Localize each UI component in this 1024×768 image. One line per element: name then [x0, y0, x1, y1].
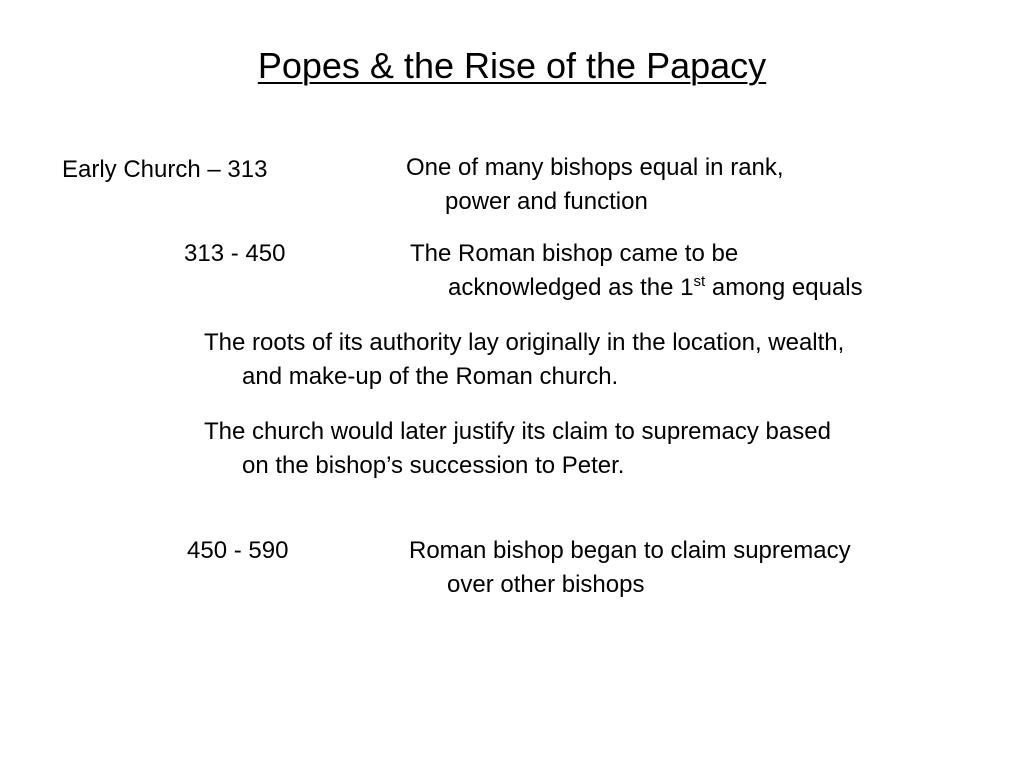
period-2-description-line-2 [448, 271, 863, 305]
period-2-line-2-suffix: among equals [705, 274, 863, 301]
supremacy-note-line-2: on the bishop’s succession to Peter. [242, 452, 625, 479]
period-label-early-church: Early Church – 313 [62, 156, 268, 183]
period-label-313-450: 313 - 450 [184, 240, 286, 267]
authority-note-line-1: The roots of its authority lay originally in the location, wealth, [204, 329, 845, 356]
period-3-description-line-1: Roman bishop began to claim supremacy [409, 537, 851, 564]
slide-title: Popes & the Rise of the Papacy [257, 45, 767, 86]
period-1-description-line-1: One of many bishops equal in rank, [406, 154, 784, 181]
authority-note-line-2: and make-up of the Roman church. [242, 363, 619, 390]
supremacy-note-line-1: The church would later justify its claim to supremacy based [204, 418, 831, 445]
ordinal-superscript: st [693, 273, 706, 290]
period-3-description-line-2: over other bishops [447, 571, 645, 598]
period-label-450-590: 450 - 590 [187, 537, 289, 564]
period-2-description-line-1: The Roman bishop came to be [410, 240, 739, 267]
period-1-description-line-2: power and function [445, 188, 648, 215]
period-2-line-2-text: acknowledged as the 1 [448, 274, 694, 301]
